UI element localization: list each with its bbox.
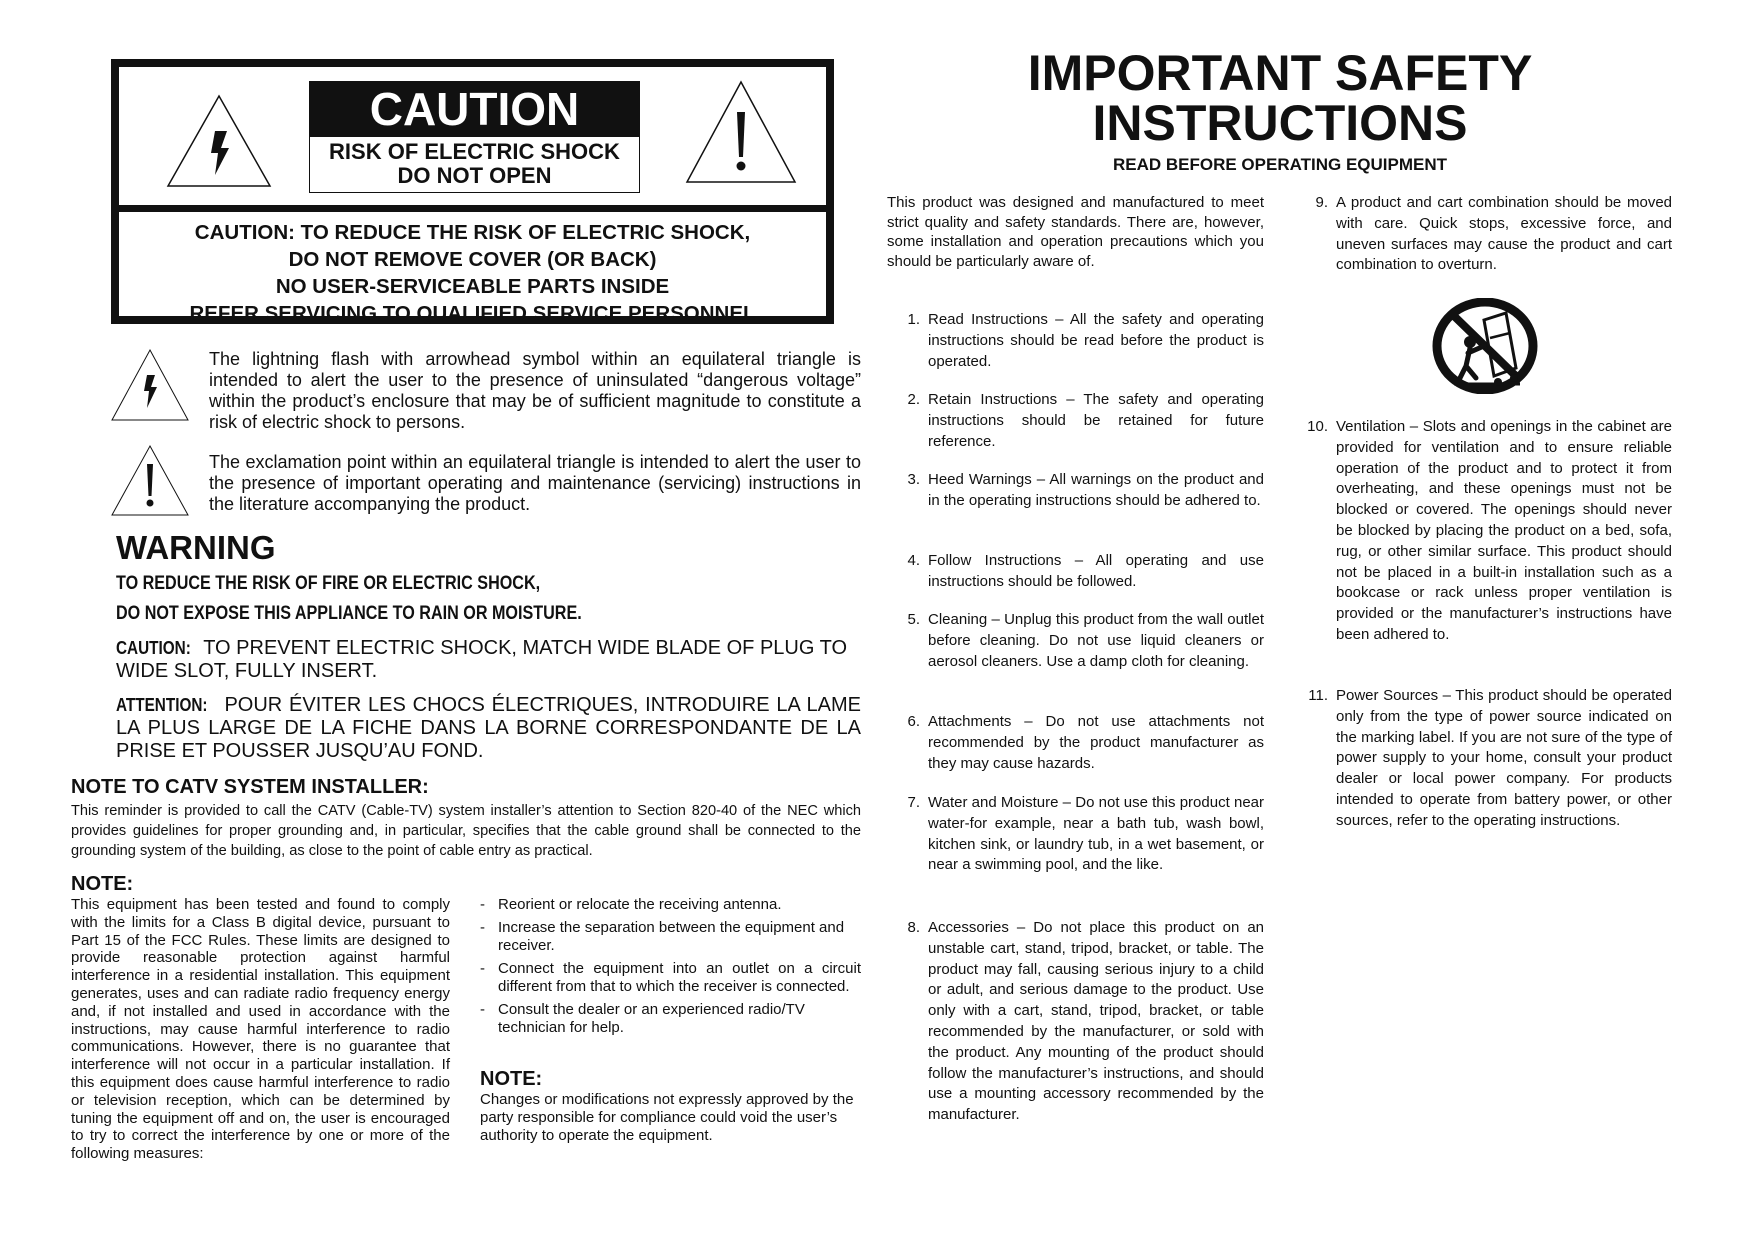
note-2-body: Changes or modifications not expressly approved by the party responsible for compliance could void the user’s authority to operate the equipment. — [480, 1091, 854, 1144]
item-text: Water and Moisture – Do not use this product near water-for example, near a bath tub, wash bowl, kitchen sink, or laundry tub, in a wet basement, or near a swimming pool, and the like. — [928, 794, 1264, 874]
list-item — [907, 551, 1264, 593]
cart-warning-icon — [1432, 298, 1538, 394]
caution-subtitle-line-2: DO NOT OPEN — [397, 163, 552, 188]
item-number: 4. — [907, 552, 920, 569]
caution-plug-paragraph — [116, 637, 861, 683]
caution-plug-label: CAUTION: — [116, 638, 191, 658]
caution-box — [111, 59, 834, 324]
lightning-symbol-icon — [110, 348, 190, 422]
list-item — [1307, 417, 1672, 646]
lightning-symbol-text: The lightning flash with arrowhead symbol within an equilateral triangle is intended to alert the user to the presence of uninsulated “dangerous voltage” within the product’s enclosure that may be of sufficient magnitude to constitute a risk of electric shock to persons. — [209, 349, 861, 432]
list-item — [907, 712, 1264, 774]
item-number: 2. — [907, 391, 920, 408]
page-subtitle: READ BEFORE OPERATING EQUIPMENT — [1112, 155, 1448, 174]
list-item: - Reorient or relocate the receiving antenna. — [480, 896, 861, 914]
caution-divider — [119, 205, 826, 212]
list-item: - Consult the dealer or an experienced radio/TV technician for help. — [480, 1001, 861, 1037]
caution-subtitle — [309, 137, 640, 193]
page-title-line-1: IMPORTANT SAFETY — [1027, 45, 1533, 101]
attention-label: ATTENTION: — [116, 695, 208, 715]
caution-instructions — [119, 219, 826, 327]
list-item — [907, 793, 1264, 876]
note-2-heading: NOTE: — [480, 1068, 543, 1090]
catv-body: This reminder is provided to call the CATV (Cable-TV) system installer’s attention to Section 820-40 of the NEC which provides guidelines for proper grounding and, in particular, specifies that the cable ground shall be connected to the grounding system of the building, as close to the point of cable entry as practical. — [71, 803, 861, 859]
safety-intro: This product was designed and manufactured to meet strict quality and safety standards. There are, however, some installation and operation precautions which you should be particularly aware of. — [887, 194, 1264, 270]
caution-line-1: CAUTION: TO REDUCE THE RISK OF ELECTRIC SHOCK, — [194, 221, 751, 244]
warning-line-1: TO REDUCE THE RISK OF FIRE OR ELECTRIC SHOCK, — [116, 573, 541, 594]
item-text: Attachments – Do not use attachments not recommended by the product manufacturer as they may cause hazards. — [928, 713, 1264, 772]
item-number: 11. — [1308, 687, 1328, 704]
item-text: Read Instructions – All the safety and operating instructions should be read before the product is operated. — [928, 311, 1264, 370]
exclamation-warning-icon — [684, 79, 798, 185]
caution-line-3: NO USER-SERVICEABLE PARTS INSIDE — [275, 275, 670, 298]
item-number: 1. — [907, 311, 920, 328]
lightning-warning-icon — [165, 93, 273, 189]
item-number: 10. — [1307, 418, 1328, 435]
list-item — [907, 610, 1264, 672]
list-item: - Increase the separation between the equipment and receiver. — [480, 919, 861, 955]
list-item — [907, 310, 1264, 372]
item-text: Cleaning – Unplug this product from the wall outlet before cleaning. Do not use liquid cleaners or aerosol cleaners. Use a damp cloth for cleaning. — [928, 611, 1264, 670]
attention-text: POUR ÉVITER LES CHOCS ÉLECTRIQUES, INTRODUIRE LA LAME LA PLUS LARGE DE LA FICHE DANS LA BORNE CORRESPONDANTE DE LA PRISE ET POUSSER JUSQU’AU FOND. — [116, 694, 861, 762]
list-item — [1315, 193, 1672, 276]
caution-plug-text: TO PREVENT ELECTRIC SHOCK, MATCH WIDE BLADE OF PLUG TO WIDE SLOT, FULLY INSERT. — [116, 637, 848, 682]
item-text: Heed Warnings – All warnings on the product and in the operating instructions should be adhered to. — [928, 471, 1264, 509]
list-item — [907, 918, 1264, 1126]
item-text: Ventilation – Slots and openings in the cabinet are provided for ventilation and to ensure reliable operation of the product and to protect it from overheating, and these openings must not be blocked or covered. The openings should never be blocked by placing the product on a bed, sofa, rug, or other similar surface. This product should not be placed in a built-in installation such as a bookcase or rack unless proper ventilation is provided or the manufacturer’s instructions have been adhered to. — [1336, 418, 1672, 643]
item-number: 9. — [1315, 194, 1328, 211]
caution-subtitle-line-1: RISK OF ELECTRIC SHOCK — [329, 139, 620, 164]
caution-header — [119, 67, 826, 207]
note-body: This equipment has been tested and found to comply with the limits for a Class B digital device, pursuant to Part 15 of the FCC Rules. These limits are designed to provide reasonable protection against harmful interference in a residential installation. This equipment generates, uses and can radiate radio frequency energy and, if not installed and used in accordance with the instructions, may cause harmful interference to radio communications. However, there is no guarantee that interference will not occur in a particular installation. If this equipment does cause harmful interference to radio or television reception, which can be determined by tuning the equipment off and on, the user is encouraged to try to correct the interference by one or more of the following measures: — [71, 896, 450, 1163]
item-text: Accessories – Do not place this product on an unstable cart, stand, tripod, bracket, or table. The product may fall, causing serious injury to a child or adult, and serious damage to the product. Use only with a cart, stand, tripod, bracket, or table recommended by the manufacturer, or sold with the product. Any mounting of the product should follow the manufacturer’s instructions, and should use a mounting accessory recommended by the manufacturer. — [928, 919, 1264, 1124]
item-number: 7. — [907, 794, 920, 811]
page-title-line-2: INSTRUCTIONS — [1092, 95, 1468, 151]
page-title — [860, 45, 1700, 151]
catv-heading: NOTE TO CATV SYSTEM INSTALLER: — [71, 776, 429, 798]
caution-title: CAUTION — [309, 81, 640, 137]
caution-line-2: DO NOT REMOVE COVER (OR BACK) — [288, 248, 657, 271]
exclamation-symbol-text: The exclamation point within an equilateral triangle is intended to alert the user to the presence of important operating and maintenance (servicing) instructions in the literature accompanying the product. — [209, 452, 861, 514]
item-text: Power Sources – This product should be operated only from the type of power source indicated on the marking label. If you are not sure of the type of power supply to your home, consult your product dealer or local power company. For products intended to operate from battery power, or other sources, refer to the operating instructions. — [1336, 687, 1672, 829]
list-item: - Connect the equipment into an outlet on a circuit different from that to which the receiver is connected. — [480, 960, 861, 996]
item-text: A product and cart combination should be moved with care. Quick stops, excessive force, and uneven surfaces may cause the product and cart combination to overturn. — [1336, 194, 1672, 274]
item-text: Retain Instructions – The safety and operating instructions should be retained for future reference. — [928, 391, 1264, 450]
caution-line-4: REFER SERVICING TO QUALIFIED SERVICE PERSONNEL — [189, 302, 756, 325]
warning-line-2: DO NOT EXPOSE THIS APPLIANCE TO RAIN OR MOISTURE. — [116, 603, 582, 624]
list-item — [907, 390, 1264, 452]
list-item — [1308, 686, 1672, 832]
item-text: Follow Instructions – All operating and use instructions should be followed. — [928, 552, 1264, 590]
warning-heading: WARNING — [116, 529, 276, 566]
list-item — [907, 470, 1264, 512]
item-number: 3. — [907, 471, 920, 488]
attention-paragraph — [116, 694, 861, 763]
item-number: 5. — [907, 611, 920, 628]
item-number: 6. — [907, 713, 920, 730]
note-heading: NOTE: — [71, 873, 134, 895]
exclamation-symbol-icon — [110, 444, 190, 517]
item-number: 8. — [907, 919, 920, 936]
measures-list — [480, 896, 861, 1042]
